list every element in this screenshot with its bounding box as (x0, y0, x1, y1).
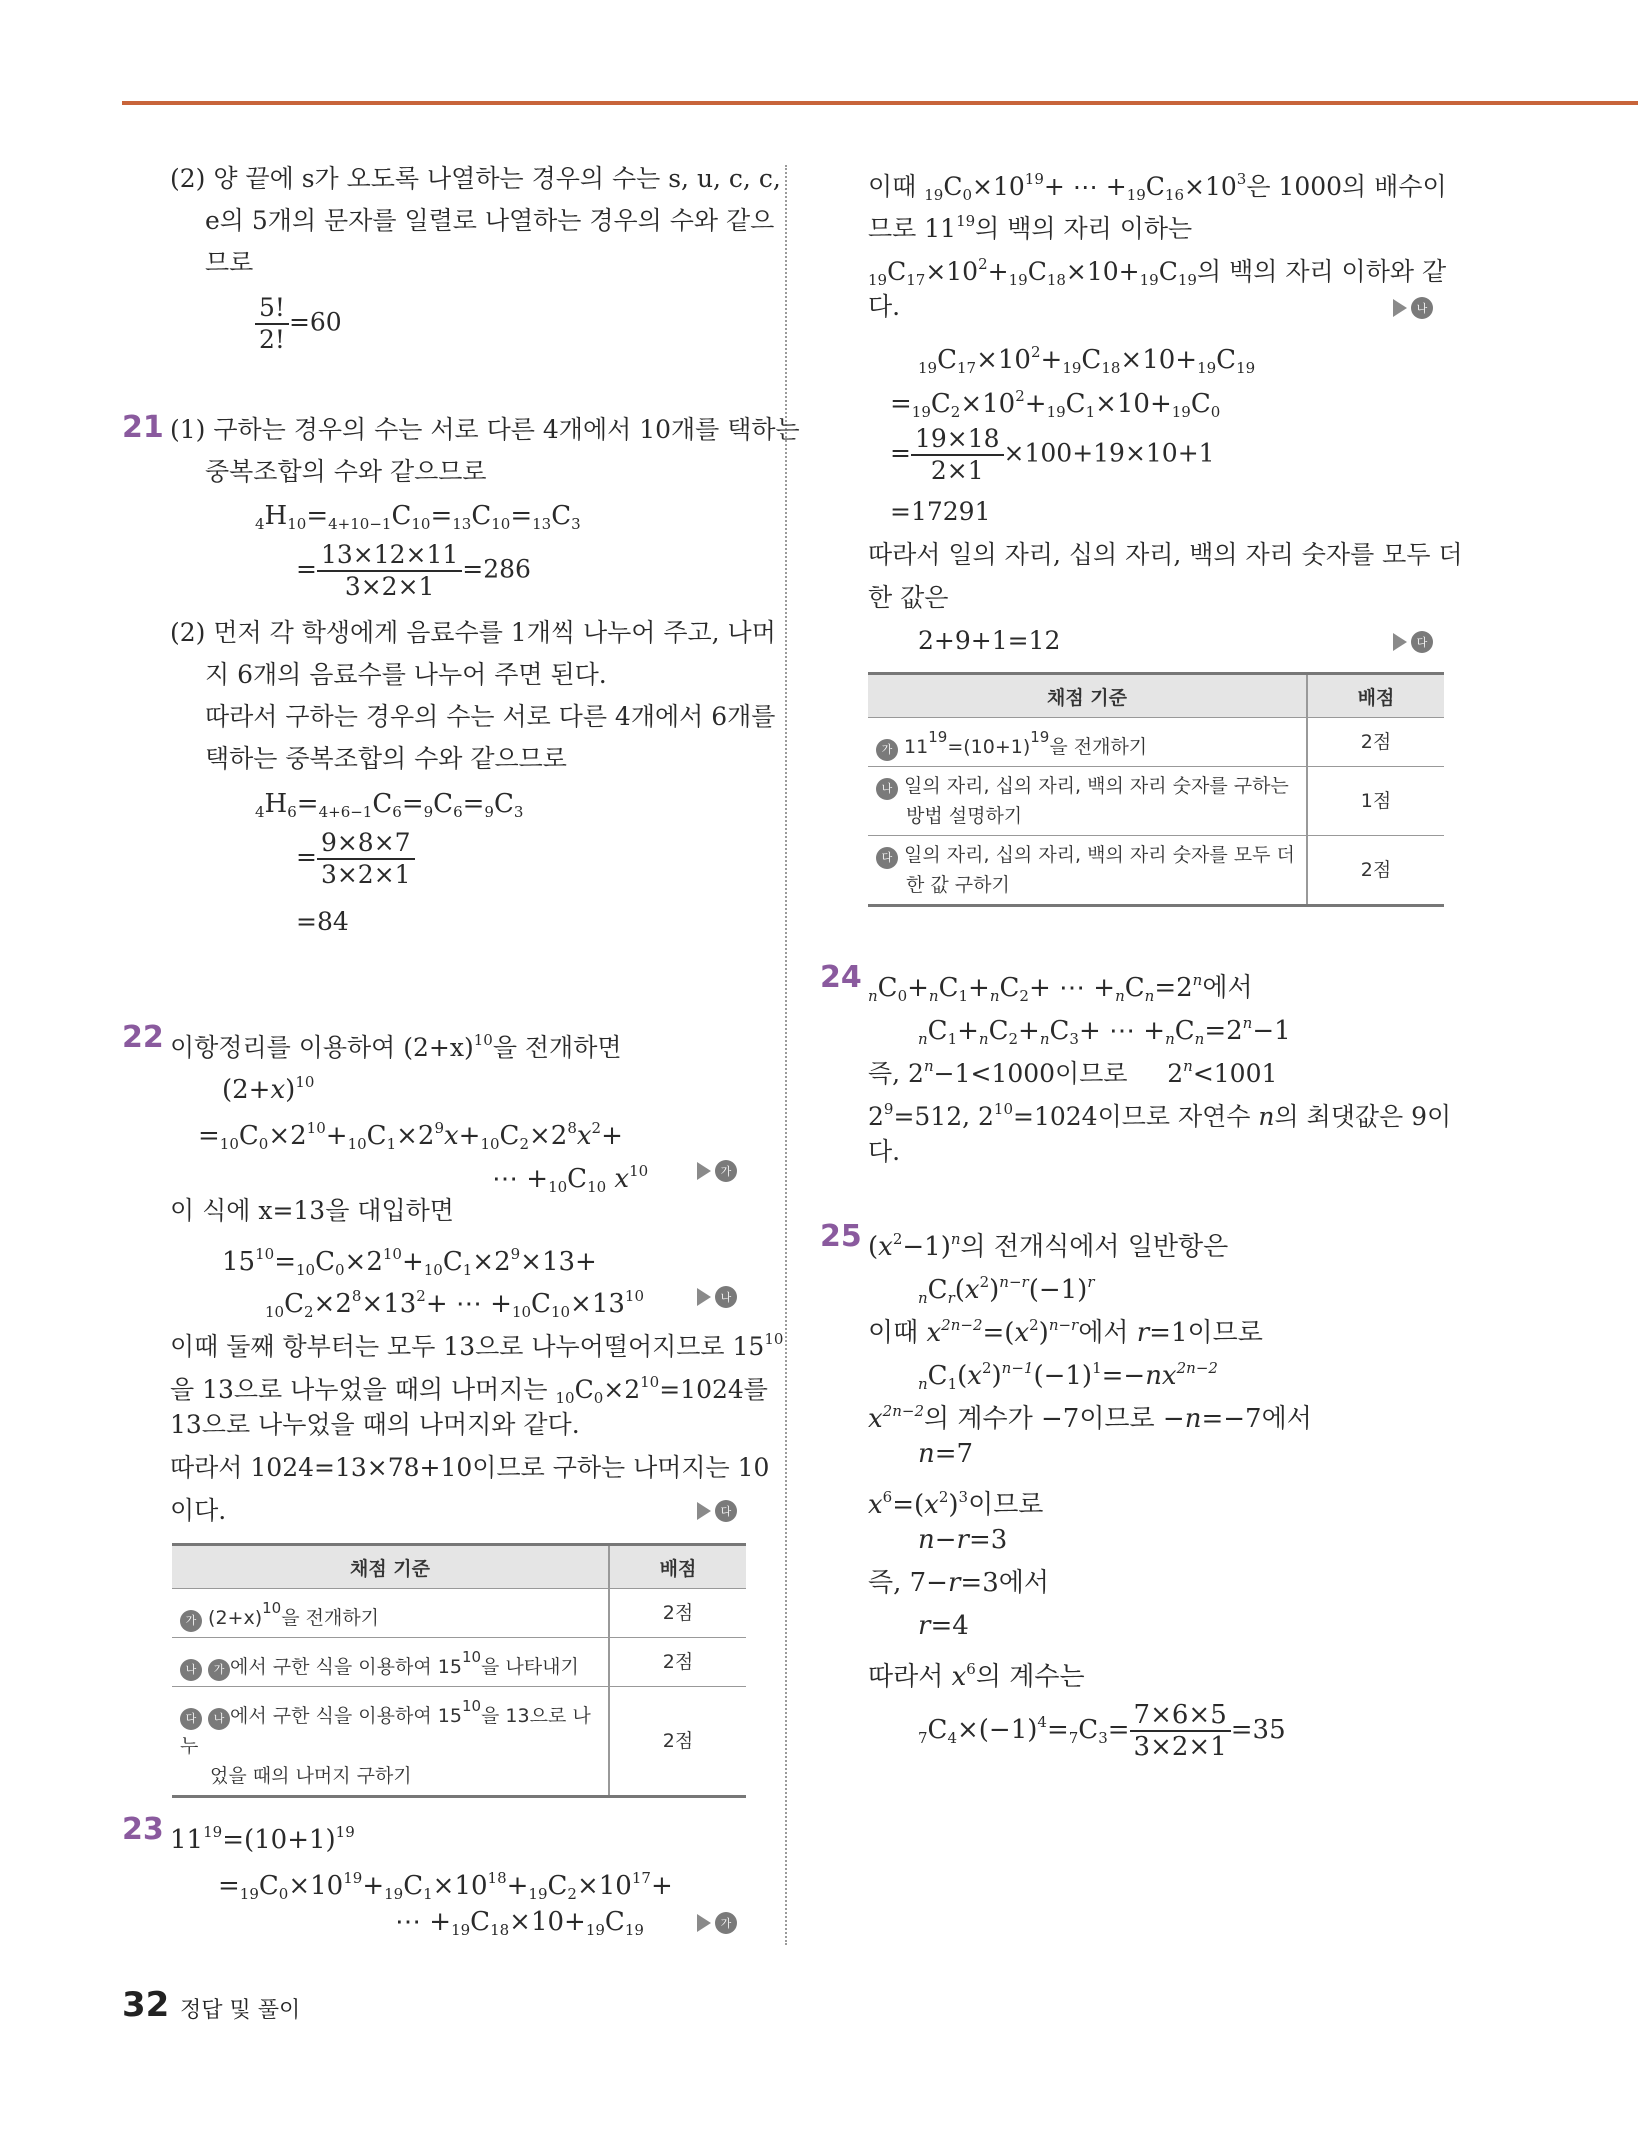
q24-line5: 다. (868, 1137, 901, 1166)
marker-ga-icon: 가 (180, 1610, 202, 1632)
q24-line3: 즉, $2^n-1<1000$이므로 $2^n<1001$ (868, 1057, 1278, 1088)
top-accent-bar (122, 101, 1638, 105)
table-row (172, 1638, 746, 1687)
q22-formula4: $15^{10}=_{10}C_0\times 2^{10}+_{10}C_1\times 2^9\times 13+$ (222, 1245, 597, 1279)
points-cell: 2점 (1307, 718, 1444, 767)
q21-line7: 택하는 중복조합의 수와 같으므로 (205, 744, 567, 773)
marker-da-icon: 다 (180, 1708, 202, 1730)
page-label: 정답 및 풀이 (180, 1998, 301, 2023)
q22-line1: 이항정리를 이용하여 $(2+x)^{10}$을 전개하면 (170, 1031, 622, 1062)
q22-line9: 을 13으로 나누었을 때의 나머지는 $_{10}C_0\times 2^{10}=1024$를 (170, 1373, 768, 1407)
q25-line11: 따라서 $x^6$의 계수는 (868, 1660, 1085, 1692)
arrow-icon (697, 1914, 711, 1932)
criteria-cell: 다 나 에서 구한 식을 이용하여 $15^{10}$을 13으로 나누 었을 때의 나머지 구하기 (172, 1687, 609, 1797)
q25-line7: $x^6=(x^2)^3$이므로 (868, 1488, 1044, 1520)
q23-result: =17291 (890, 497, 991, 526)
q25-formula12: $_7C_4\times(-1)^4=_7C_3=$ $\frac{7\times 6\times 5}{3\times 2\times 1}$ =35 (918, 1700, 1286, 1762)
marker-ga-icon: 가 (715, 1912, 737, 1934)
q20-line3: 므로 (205, 248, 254, 277)
q23-right-line1: 이때 $_{19}C_0\times 10^{19}+$ ⋯ $+_{19}C_{16}\times 10^3$은 1000의 배수이 (868, 170, 1447, 204)
arrow-icon (1393, 633, 1407, 651)
table-row (172, 1687, 746, 1797)
table-row (868, 836, 1444, 906)
q25-formula2: $_nC_r(x^2)^{n-r}(-1)^r$ (918, 1273, 1095, 1307)
criteria-cell: 가 $11^{19}=(10+1)^{19}$을 전개하기 (868, 718, 1307, 767)
marker-da-icon: 다 (876, 847, 898, 869)
marker-na-icon: 나 (180, 1659, 202, 1681)
q23-score-table (868, 672, 1444, 907)
q22-line11: 따라서 1024=13×78+10이므로 구하는 나머지는 10 (170, 1453, 770, 1482)
page-number: 32 (122, 1985, 170, 2025)
q21-formula2: = $\frac{13\times 12\times 11}{3\times 2\times 1}$ =286 (296, 540, 531, 601)
arrow-icon (697, 1288, 711, 1306)
table-header-criteria: 채점 기준 (868, 674, 1307, 718)
criteria-cell: 가 $(2+x)^{10}$을 전개하기 (172, 1589, 609, 1638)
q22-formula5: $_{10}C_2\times 2^8\times 13^2+$ ⋯ $+_{10}C_{10}\times 13^{10}$ (265, 1287, 645, 1321)
marker-na-icon: 나 (715, 1286, 737, 1308)
q21-line6: 따라서 구하는 경우의 수는 서로 다른 4개에서 6개를 (205, 702, 776, 731)
marker-da-icon: 다 (1411, 631, 1433, 653)
q22-formula2: $=_{10}C_0\times 2^{10}+_{10}C_1\times 2^9x+_{10}C_2\times 2^8x^2+$ (198, 1119, 623, 1153)
q21-fraction1: $\frac{13\times 12\times 11}{3\times 2\times 1}$ (317, 540, 462, 602)
q25-line9: 즉, 7−r=3에서 (868, 1568, 1049, 1598)
table-row (172, 1589, 746, 1638)
marker-da-q22 (697, 1500, 737, 1522)
q20-fraction: $\frac{5!}{2!}$ (255, 293, 289, 355)
q20-line1: (2) 양 끝에 s가 오도록 나열하는 경우의 수는 s, u, c, c, (170, 164, 781, 193)
points-cell: 2점 (609, 1589, 746, 1638)
q25-fraction: $\frac{7\times 6\times 5}{3\times 2\times 1}$ (1130, 1700, 1231, 1762)
marker-ga-icon: 가 (715, 1160, 737, 1182)
marker-ga-q22 (697, 1160, 737, 1182)
q22-formula1: $(2+x)^{10}$ (222, 1073, 315, 1105)
q25-line8: n−r=3 (918, 1525, 1008, 1555)
q22-score-table (172, 1543, 746, 1798)
q24-formula1: $_nC_0+_nC_1+_nC_2+$ ⋯ $+_nC_n=2^n$에서 (868, 971, 1253, 1005)
q25-line10: r=4 (918, 1611, 969, 1641)
q25-number: 25 (820, 1219, 862, 1254)
q21-line4: (2) 먼저 각 학생에게 음료수를 1개씩 나누어 주고, 나머 (170, 618, 776, 647)
table-row (868, 767, 1444, 836)
marker-na-icon: 나 (1411, 297, 1433, 319)
q22-line8: 이때 둘째 항부터는 모두 13으로 나누어떨어지므로 $15^{10}$ (170, 1330, 784, 1361)
q23-formula4: $_{19}C_{17}\times 10^2+_{19}C_{18}\times 10+_{19}C_{19}$ (918, 343, 1256, 377)
q23-formula5: $=_{19}C_2\times 10^2+_{19}C_1\times 10+_{19}C_0$ (890, 387, 1221, 421)
q24-number: 24 (820, 960, 862, 995)
q21-number: 21 (122, 410, 164, 445)
marker-na-q23 (1393, 297, 1433, 319)
q22-line10: 13으로 나누었을 때의 나머지와 같다. (170, 1410, 580, 1439)
q23-formula1: $11^{19}=(10+1)^{19}$ (170, 1823, 355, 1855)
q22-number: 22 (122, 1020, 164, 1055)
points-cell: 2점 (609, 1638, 746, 1687)
q24-line4: $2^9=512$, $2^{10}=1024$이므로 자연수 n의 최댓값은 9이 (868, 1100, 1452, 1131)
q25-formula4: $_nC_1(x^2)^{n-1}(-1)^1=-nx^{2n-2}$ (918, 1359, 1218, 1393)
q23-right-line2: 므로 $11^{19}$의 백의 자리 이하는 (868, 212, 1193, 243)
q24-formula2: $_nC_1+_nC_2+_nC_3+$ ⋯ $+_nC_n=2^n-1$ (918, 1014, 1291, 1048)
marker-ga-icon: 가 (876, 739, 898, 761)
q23-formula6: = $\frac{19\times 18}{2\times 1}$ ×100+19×10+1 (890, 424, 1215, 485)
arrow-icon (1393, 299, 1407, 317)
criteria-cell: 나 일의 자리, 십의 자리, 백의 자리 숫자를 구하는 방법 설명하기 (868, 767, 1307, 836)
q21-result: =84 (296, 907, 349, 936)
q23-formula2: $=_{19}C_0\times 10^{19}+_{19}C_1\times 10^{18}+_{19}C_2\times 10^{17}+$ (218, 1869, 673, 1903)
q21-formula1: $_4H_{10}=_{4+10-1}C_{10}=_{13}C_{10}=_{13}C_3$ (255, 501, 581, 533)
q22-line5: 이 식에 x=13을 대입하면 (170, 1196, 454, 1225)
q21-line2: 중복조합의 수와 같으므로 (205, 457, 487, 486)
marker-da-icon: 다 (715, 1500, 737, 1522)
q21-fraction2: $\frac{9\times 8\times 7}{3\times 2\times 1}$ (317, 828, 415, 890)
arrow-icon (697, 1162, 711, 1180)
table-header-points: 배점 (609, 1545, 746, 1589)
marker-da-q23 (1393, 631, 1433, 653)
q23-right-line4: 다. (868, 292, 901, 321)
q22-line12: 이다. (170, 1496, 227, 1525)
q22-formula3: ⋯ $+_{10}C_{10}$ $x^{10}$ (492, 1162, 649, 1196)
marker-ga-icon: 가 (208, 1659, 230, 1681)
q25-line3: 이때 $x^{2n-2}=(x^2)^{n-r}$에서 r=1이므로 (868, 1316, 1263, 1348)
points-cell: 1점 (1307, 767, 1444, 836)
q25-line1: $(x^2-1)^n$의 전개식에서 일반항은 (868, 1230, 1229, 1262)
arrow-icon (697, 1502, 711, 1520)
q23-formula3: ⋯ $+_{19}C_{18}\times 10+_{19}C_{19}$ (395, 1907, 644, 1939)
points-cell: 2점 (609, 1687, 746, 1797)
q23-fraction: $\frac{19\times 18}{2\times 1}$ (911, 424, 1004, 486)
table-header-criteria: 채점 기준 (172, 1545, 609, 1589)
q21-line5: 지 6개의 음료수를 나누어 주면 된다. (205, 660, 607, 689)
criteria-cell: 다 일의 자리, 십의 자리, 백의 자리 숫자를 모두 더 한 값 구하기 (868, 836, 1307, 906)
marker-na-q22 (697, 1286, 737, 1308)
q21-line1: (1) 구하는 경우의 수는 서로 다른 4개에서 10개를 택하는 (170, 415, 800, 444)
q23-right-line11: 2+9+1=12 (918, 626, 1061, 655)
q25-line6: n=7 (918, 1439, 974, 1469)
q20-formula: $\frac{5!}{2!}$ =60 (255, 293, 342, 355)
table-header-row (172, 1545, 746, 1589)
points-cell: 2점 (1307, 836, 1444, 906)
marker-ga-q23 (697, 1912, 737, 1934)
marker-na-icon: 나 (208, 1708, 230, 1730)
table-header-points: 배점 (1307, 674, 1444, 718)
marker-na-icon: 나 (876, 778, 898, 800)
criteria-cell: 나 가 에서 구한 식을 이용하여 $15^{10}$을 나타내기 (172, 1638, 609, 1687)
q23-right-line10: 한 값은 (868, 583, 949, 612)
q20-line2: e의 5개의 문자를 일렬로 나열하는 경우의 수와 같으 (205, 206, 775, 235)
q23-right-line9: 따라서 일의 자리, 십의 자리, 백의 자리 숫자를 모두 더 (868, 540, 1463, 569)
q23-number: 23 (122, 1812, 164, 1847)
table-header-row (868, 674, 1444, 718)
table-row (868, 718, 1444, 767)
q21-formula4: = $\frac{9\times 8\times 7}{3\times 2\times 1}$ (296, 828, 415, 890)
q25-line5: $x^{2n-2}$의 계수가 −7이므로 −n=−7에서 (868, 1402, 1312, 1434)
q23-right-line3: $_{19}C_{17}\times 10^2+_{19}C_{18}\times 10+_{19}C_{19}$의 백의 자리 이하와 같 (868, 255, 1447, 289)
q21-formula3: $_4H_6=_{4+6-1}C_6=_9C_6=_9C_3$ (255, 789, 524, 821)
